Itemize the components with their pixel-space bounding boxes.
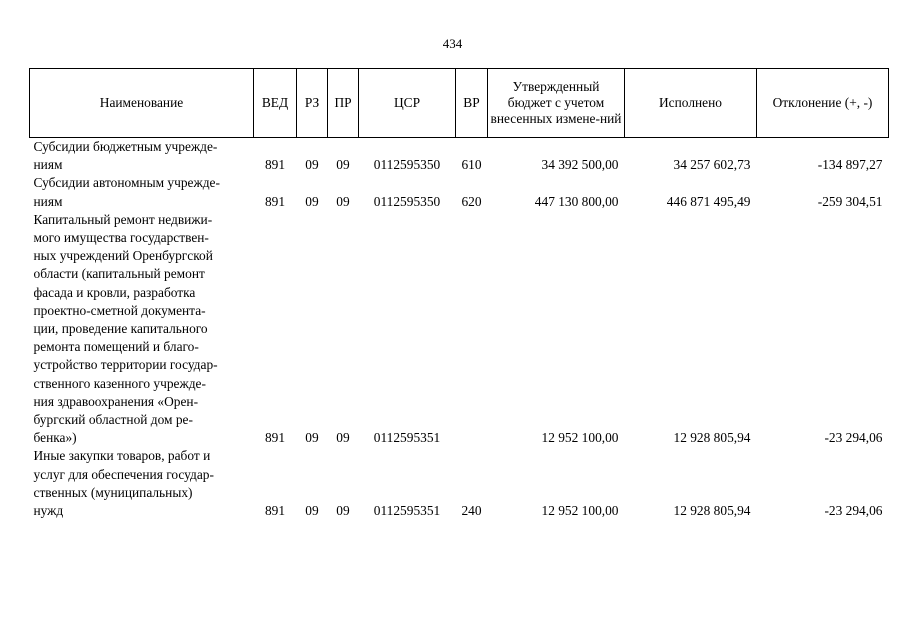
cell-ved: 891 [264,503,286,519]
cell-name-line: ниям [33,193,63,209]
table-row [30,138,889,175]
header-vr: ВР [456,69,488,138]
page-number: 434 [442,36,463,51]
cell-name-line: ния здравоохранения «Орен- [33,393,199,409]
header-approved-budget: Утвержденный бюджет с учетом внесенных измене-ний [488,69,625,138]
cell-executed: 446 871 495,49 [666,193,751,209]
cell-name-line: Субсидии бюджетным учрежде- [33,139,218,154]
header-csr: ЦСР [359,69,456,138]
cell-deviation: -23 294,06 [824,430,883,446]
cell-name-line: бургский областной дом ре- [33,412,193,428]
cell-ved: 891 [264,430,286,446]
cell-rz: 09 [305,193,319,209]
cell-name-line: фасада и кровли, разработка [33,284,196,300]
header-deviation: Отклонение (+, -) [757,69,889,138]
cell-name-line: ственных (муниципальных) [33,484,193,500]
table-body [30,138,889,521]
cell-name-line: Капитальный ремонт недвижи- [33,211,213,227]
cell-vr: 620 [461,193,482,209]
cell-name-line: Субсидии автономным учрежде- [33,175,220,191]
cell-name [30,138,254,175]
cell-csr: 0112595351 [373,430,441,446]
cell-name-line: ственного казенного учрежде- [33,375,206,391]
cell-pr: 09 [336,503,350,519]
header-pr: ПР [328,69,359,138]
header-ved: ВЕД [254,69,297,138]
cell-csr: 0112595350 [373,157,441,173]
cell-executed: 34 257 602,73 [673,157,751,173]
cell-csr: 0112595350 [373,193,441,209]
table-header-row [30,69,889,138]
cell-name-line: Иные закупки товаров, работ и [33,448,211,464]
cell-vr: 610 [461,157,482,173]
cell-name [30,174,254,210]
cell-executed: 12 928 805,94 [673,430,751,446]
budget-execution-table [29,68,889,520]
cell-deviation: -134 897,27 [817,157,883,173]
cell-name [30,211,254,448]
cell-deviation: -259 304,51 [817,193,883,209]
cell-rz: 09 [305,503,319,519]
cell-name-line: ции, проведение капитального [33,321,208,337]
cell-name-line: ремонта помещений и благо- [33,339,199,355]
header-executed: Исполнено [625,69,757,138]
cell-name-line: устройство территории государ- [33,357,218,373]
cell-name-line: проектно-сметной документа- [33,302,206,318]
cell-rz: 09 [305,157,319,173]
cell-name-line: услуг для обеспечения государ- [33,466,214,482]
cell-name-line: области (капитальный ремонт [33,266,205,282]
table-row [30,211,889,448]
cell-ved: 891 [264,193,286,209]
cell-pr: 09 [336,193,350,209]
cell-rz: 09 [305,430,319,446]
table-row [30,447,889,520]
cell-vr: 240 [461,503,482,519]
cell-pr: 09 [336,430,350,446]
cell-name-line: нужд [33,503,64,519]
cell-name-line: ных учреждений Оренбургской [33,248,213,264]
cell-approved-budget: 12 952 100,00 [541,503,619,519]
cell-deviation: -23 294,06 [824,503,883,519]
cell-csr: 0112595351 [373,503,441,519]
cell-pr: 09 [336,157,350,173]
cell-name-line: бенка») [33,430,77,446]
cell-name-line: ниям [33,157,63,173]
cell-name-line: мого имущества государствен- [33,230,209,246]
cell-ved: 891 [264,157,286,173]
cell-approved-budget: 34 392 500,00 [541,157,619,173]
cell-approved-budget: 12 952 100,00 [541,430,619,446]
cell-name [30,447,254,520]
table-row [30,174,889,210]
cell-executed: 12 928 805,94 [673,503,751,519]
cell-vr [456,211,488,448]
header-rz: РЗ [297,69,328,138]
cell-approved-budget: 447 130 800,00 [534,193,619,209]
header-name: Наименование [30,69,254,138]
